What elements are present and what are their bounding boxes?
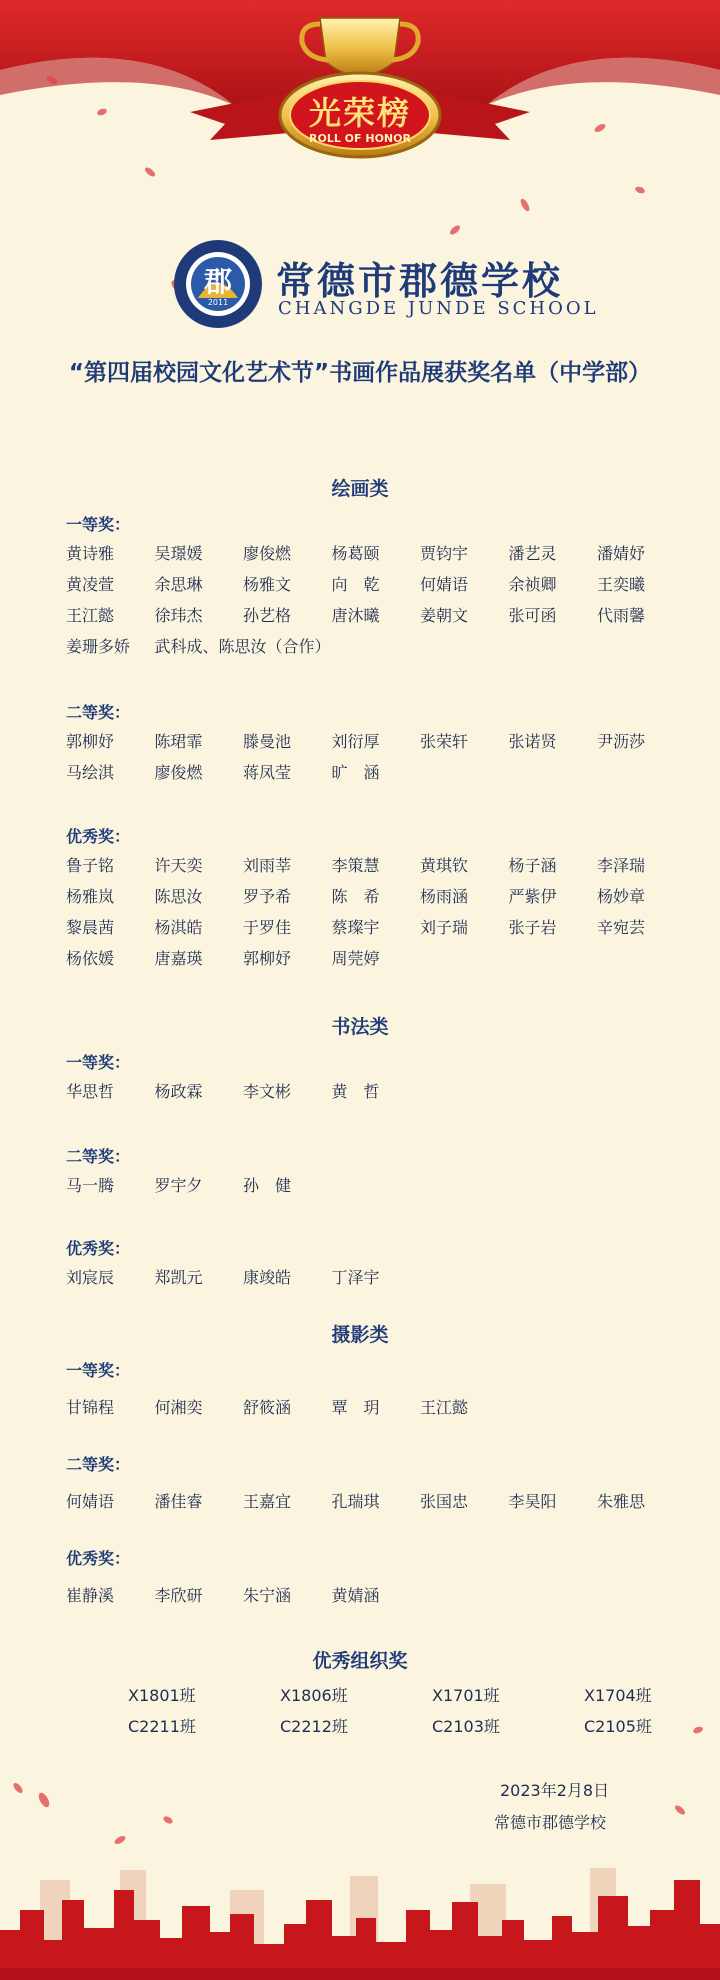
honor-badge-title: 光荣榜 (308, 94, 411, 132)
class-item: X1806班 (280, 1686, 348, 1705)
group-title-photography-excellent: 优秀奖： (66, 1549, 131, 1568)
list-item: 华思哲 (66, 1082, 115, 1101)
list-item: 黄凌萱 (66, 575, 115, 594)
list-item: 辛宛芸 (597, 918, 646, 937)
list-item: 张可函 (508, 606, 557, 625)
list-item: 严紫伊 (508, 887, 557, 906)
page-title: “第四届校园文化艺术节”书画作品展获奖名单（中学部） (68, 360, 652, 386)
name-grid-photography-second (66, 1486, 686, 1517)
list-item: 陈 希 (331, 887, 380, 906)
list-item: 黄婧涵 (331, 1586, 380, 1605)
section-title-organization: 优秀组织奖 (312, 1650, 408, 1672)
list-item: 杨雅文 (243, 575, 292, 594)
list-item: 武科成、陈思汝（合作） (154, 637, 331, 656)
list-item: 孔瑞琪 (331, 1492, 380, 1511)
city-skyline-decoration (0, 1840, 720, 1980)
list-item: 徐玮杰 (154, 606, 203, 625)
list-item: 陈珺霏 (154, 732, 203, 751)
list-item: 朱雅思 (597, 1492, 646, 1511)
list-item: 杨子涵 (508, 856, 557, 875)
list-item: 张国忠 (420, 1492, 469, 1511)
list-item: 陈思汝 (154, 887, 203, 906)
list-item: 马一腾 (66, 1176, 115, 1195)
list-item: 杨雨涵 (420, 887, 469, 906)
footer-school-name: 常德市郡德学校 (494, 1813, 607, 1832)
list-item: 马绘淇 (66, 763, 115, 782)
list-item: 滕曼池 (243, 732, 292, 751)
group-title-painting-second: 二等奖： (66, 703, 131, 722)
list-item: 李策慧 (331, 856, 380, 875)
list-item: 刘衍厚 (331, 732, 380, 751)
school-name-en: CHANGDE JUNDE SCHOOL (278, 298, 599, 319)
group-title-photography-second: 二等奖： (66, 1455, 131, 1474)
list-item: 杨政霖 (154, 1082, 203, 1101)
list-item: 向 乾 (331, 575, 380, 594)
emblem-center-char: 郡 (203, 265, 232, 298)
list-item: 康竣皓 (243, 1268, 292, 1287)
list-item: 廖俊燃 (154, 763, 203, 782)
class-item: C2103班 (432, 1717, 500, 1736)
issue-date: 2023年2月8日 (500, 1781, 610, 1800)
list-item: 许天奕 (154, 856, 203, 875)
list-item: 王江懿 (66, 606, 115, 625)
name-grid-painting-excellent (66, 850, 686, 974)
list-item: 张荣轩 (420, 732, 469, 751)
list-item: 杨淇皓 (154, 918, 203, 937)
list-item: 孙艺格 (243, 606, 292, 625)
list-item: 甘锦程 (66, 1398, 115, 1417)
group-title-painting-first: 一等奖： (66, 515, 131, 534)
list-item: 李昊阳 (508, 1492, 557, 1511)
list-item: 郭柳妤 (66, 732, 115, 751)
list-item: 周莞婷 (331, 949, 380, 968)
list-item: 杨雅岚 (66, 887, 115, 906)
list-item: 贾钧宇 (420, 544, 469, 563)
list-item: 姜朝文 (420, 606, 469, 625)
class-item: C2212班 (280, 1717, 348, 1736)
list-item: 唐嘉瑛 (154, 949, 203, 968)
list-item: 潘婧妤 (597, 544, 646, 563)
list-item: 张诺贤 (508, 732, 557, 751)
list-item: 罗予希 (243, 887, 292, 906)
list-item: 张子岩 (508, 918, 557, 937)
list-item: 郭柳妤 (243, 949, 292, 968)
list-item: 刘宸辰 (66, 1268, 115, 1287)
list-item: 李欣研 (154, 1586, 203, 1605)
list-item: 杨妙章 (597, 887, 646, 906)
list-item: 丁泽宇 (331, 1268, 380, 1287)
group-title-calligraphy-excellent: 优秀奖： (66, 1239, 131, 1258)
list-item: 黄 哲 (331, 1082, 380, 1101)
list-item: 刘子瑞 (420, 918, 469, 937)
list-item: 舒筱涵 (243, 1398, 292, 1417)
list-item: 蔡璨宇 (331, 918, 380, 937)
honor-badge-subtitle: ROLL OF HONOR (309, 132, 411, 145)
list-item: 杨依媛 (66, 949, 115, 968)
name-grid-photography-excellent (66, 1580, 686, 1611)
name-grid-calligraphy-first (66, 1076, 686, 1107)
name-grid-painting-first (66, 538, 686, 662)
list-item: 潘艺灵 (508, 544, 557, 563)
class-item: X1801班 (128, 1686, 196, 1705)
section-title-painting: 绘画类 (331, 478, 389, 500)
list-item: 郑凯元 (154, 1268, 203, 1287)
list-item: 何湘奕 (154, 1398, 203, 1417)
list-item: 王奕曦 (597, 575, 646, 594)
list-item: 吴璟媛 (154, 544, 203, 563)
list-item: 何婧语 (66, 1492, 115, 1511)
list-item: 李文彬 (243, 1082, 292, 1101)
group-title-calligraphy-first: 一等奖： (66, 1053, 131, 1072)
name-grid-calligraphy-excellent (66, 1262, 686, 1293)
group-title-painting-excellent: 优秀奖： (66, 827, 131, 846)
list-item: 余思琳 (154, 575, 203, 594)
section-title-calligraphy: 书法类 (331, 1016, 389, 1038)
list-item: 廖俊燃 (243, 544, 292, 563)
list-item: 王江懿 (420, 1398, 469, 1417)
list-item: 旷 涵 (331, 763, 380, 782)
school-logo (172, 238, 599, 334)
list-item: 罗宇夕 (154, 1176, 203, 1195)
class-item: C2105班 (584, 1717, 652, 1736)
name-grid-painting-second (66, 726, 686, 788)
school-name-cn: 常德市郡德学校 (276, 258, 564, 303)
list-item: 黄琪钦 (420, 856, 469, 875)
list-item: 鲁子铭 (66, 856, 115, 875)
list-item: 代雨馨 (597, 606, 646, 625)
list-item: 杨葛颐 (331, 544, 380, 563)
list-item: 李泽瑞 (597, 856, 646, 875)
emblem-year: 2011 (207, 298, 229, 307)
list-item: 黎晨茜 (66, 918, 115, 937)
class-item: C2211班 (128, 1717, 196, 1736)
org-grid (128, 1680, 688, 1742)
section-title-photography: 摄影类 (331, 1324, 389, 1346)
list-item: 黄诗雅 (66, 544, 115, 563)
name-grid-calligraphy-second (66, 1170, 686, 1201)
list-item: 王嘉宜 (243, 1492, 292, 1511)
name-grid-photography-first (66, 1392, 686, 1423)
list-item: 于罗佳 (243, 918, 292, 937)
list-item: 姜珊多娇 (66, 637, 131, 656)
list-item: 崔静溪 (66, 1586, 115, 1605)
class-item: X1701班 (432, 1686, 500, 1705)
list-item: 覃 玥 (331, 1398, 380, 1417)
list-item: 孙 健 (243, 1176, 292, 1195)
list-item: 尹沥莎 (597, 732, 646, 751)
group-title-photography-first: 一等奖： (66, 1361, 131, 1380)
list-item: 潘佳睿 (154, 1492, 203, 1511)
class-item: X1704班 (584, 1686, 652, 1705)
list-item: 余祯卿 (508, 575, 557, 594)
list-item: 何婧语 (420, 575, 469, 594)
group-title-calligraphy-second: 二等奖： (66, 1147, 131, 1166)
list-item: 朱宁涵 (243, 1586, 292, 1605)
list-item: 蒋凤莹 (243, 763, 292, 782)
list-item: 唐沐曦 (331, 606, 380, 625)
list-item: 刘雨莘 (243, 856, 292, 875)
